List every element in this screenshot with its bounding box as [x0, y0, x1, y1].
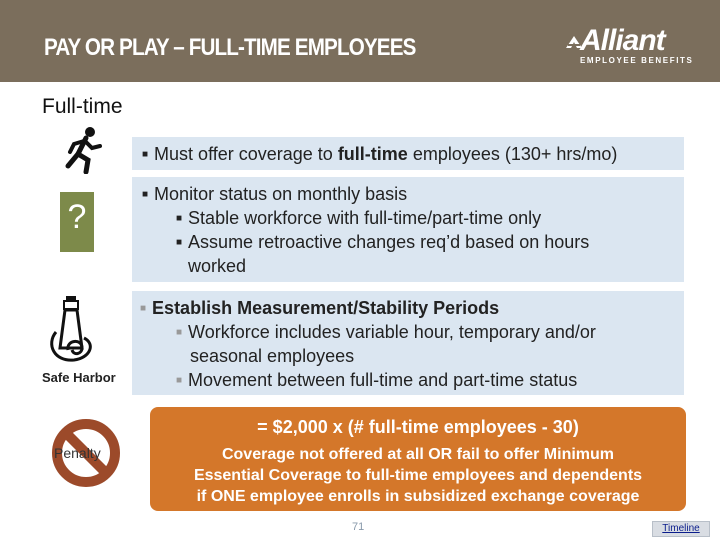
- lighthouse-icon: [48, 292, 108, 364]
- penalty-desc-line: Essential Coverage to full-time employees and dependents: [193, 467, 643, 484]
- box3-sub2-text: Movement between full-time and part-time status: [188, 370, 578, 390]
- box1-prefix: Must offer coverage to: [154, 144, 338, 164]
- box2-sub1-text: Stable workforce with full-time/part-time only: [188, 208, 542, 228]
- box2-sub2-text: Assume retroactive changes req’d based on hours: [188, 232, 590, 252]
- bullet-icon: ■: [176, 237, 183, 248]
- box3-sub1-continued: seasonal employees: [190, 346, 355, 366]
- box2-sub2-line: [176, 230, 589, 255]
- running-person-icon: [62, 126, 104, 174]
- box3-sub2-line: [176, 368, 577, 393]
- alliant-logo: [566, 24, 696, 72]
- box2-sub1-line: [176, 206, 541, 231]
- box2-main-line: [142, 182, 407, 207]
- penalty-formula: = $2,000 x (# full-time employees - 30): [257, 417, 579, 437]
- slide-title: PAY OR PLAY – FULL-TIME EMPLOYEES: [44, 34, 416, 61]
- penalty-description: [150, 444, 686, 507]
- bullet-icon: ■: [142, 189, 149, 200]
- bullet-icon: ■: [176, 213, 183, 224]
- requirement-box-fulltime: [132, 137, 684, 170]
- box2-sub2-continued: worked: [188, 256, 247, 276]
- box3-main-text: Establish Measurement/Stability Periods: [152, 298, 500, 318]
- logo-name: Alliant: [580, 24, 665, 57]
- box1-suffix: employees (130+ hrs/mo): [407, 144, 618, 164]
- box3-main-line: [140, 296, 499, 321]
- requirement-box-monitor: [132, 177, 684, 282]
- penalty-box: [150, 407, 686, 511]
- page-number: 71: [352, 521, 365, 533]
- logo-tagline: EMPLOYEE BENEFITS: [580, 56, 694, 65]
- box3-sub1-line: [176, 320, 596, 345]
- header-bar: [0, 0, 720, 82]
- requirement-box-measurement: [132, 291, 684, 395]
- bullet-icon: ■: [140, 303, 147, 314]
- box1-bold-term: full-time: [337, 144, 408, 164]
- bullet-icon: ■: [176, 375, 183, 386]
- penalty-desc-line: if ONE employee enrolls in subsidized exchange coverage: [196, 488, 640, 505]
- box1-bullet-line: [142, 142, 617, 167]
- question-mark-icon: [60, 192, 94, 252]
- penalty-label: Penalty: [54, 445, 101, 461]
- question-glyph: ?: [67, 198, 87, 236]
- bullet-icon: ■: [176, 327, 183, 338]
- safe-harbor-label: Safe Harbor: [42, 370, 116, 385]
- timeline-link-button[interactable]: Timeline: [652, 521, 710, 537]
- bullet-icon: ■: [142, 149, 149, 160]
- box3-sub1-text: Workforce includes variable hour, temporary and/or: [188, 322, 596, 342]
- section-subtitle: Full-time: [42, 95, 123, 118]
- penalty-desc-line: Coverage not offered at all OR fail to offer Minimum: [221, 446, 615, 463]
- box2-main-text: Monitor status on monthly basis: [154, 184, 408, 204]
